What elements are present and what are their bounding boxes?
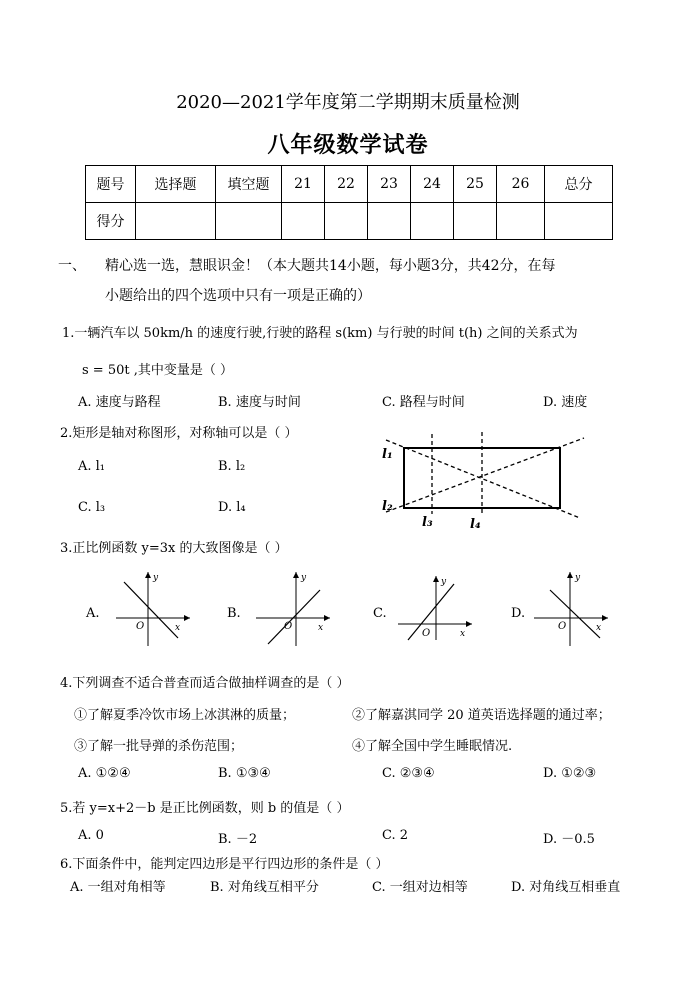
table-cell: 21 (282, 166, 325, 203)
label-l2: l₂ (382, 499, 393, 514)
q5-option-b[interactable]: B. －2 (218, 832, 258, 847)
exam-title: 2020—2021学年度第二学期期末质量检测 (176, 92, 520, 113)
q6-option-d[interactable]: D. 对角线互相垂直 (511, 880, 621, 895)
origin-label: O (558, 621, 567, 632)
q5-option-d[interactable]: D. －0.5 (543, 832, 595, 847)
q1-option-b[interactable]: B. 速度与时间 (218, 395, 301, 410)
q5-option-c[interactable]: C. 2 (382, 828, 409, 843)
graph-d[interactable] (530, 568, 612, 648)
score-input-cell[interactable] (216, 203, 282, 240)
q3-option-d[interactable]: D. (511, 606, 526, 621)
axis-y-label: y (153, 573, 159, 583)
table-cell: 选择题 (136, 166, 216, 203)
q2-option-a[interactable]: A. l₁ (78, 459, 106, 474)
label-l3: l₃ (422, 515, 433, 530)
question-5-stem: 5.若 y=x+2－b 是正比例函数，则 b 的值是（ ） (60, 801, 350, 816)
origin-label: O (284, 621, 293, 632)
q4-option-a[interactable]: A. ①②④ (78, 766, 131, 781)
table-cell: 总分 (545, 166, 613, 203)
rectangle-axes-figure (378, 428, 590, 532)
score-input-cell[interactable] (136, 203, 216, 240)
axis-y-label: y (441, 577, 447, 587)
origin-label: O (422, 628, 431, 639)
q1-option-a[interactable]: A. 速度与路程 (78, 395, 161, 410)
label-l4: l₄ (470, 517, 481, 532)
q6-option-c[interactable]: C. 一组对边相等 (372, 880, 468, 895)
table-cell: 填空题 (216, 166, 282, 203)
axis-y-label: y (575, 573, 581, 583)
q6-option-b[interactable]: B. 对角线互相平分 (210, 880, 319, 895)
question-1-stem-line2: s = 50t ,其中变量是（ ） (82, 363, 233, 378)
q5-option-a[interactable]: A. 0 (78, 828, 104, 843)
question-6-stem: 6.下面条件中，能判定四边形是平行四边形的条件是（ ） (60, 857, 389, 872)
q3-option-a[interactable]: A. (86, 606, 100, 621)
score-input-cell[interactable] (282, 203, 325, 240)
section-instructions-line2: 小题给出的四个选项中只有一项是正确的） (105, 288, 371, 304)
table-cell: 25 (454, 166, 497, 203)
q6-option-a[interactable]: A. 一组对角相等 (70, 880, 166, 895)
graph-a[interactable] (112, 568, 194, 648)
q2-option-b[interactable]: B. l₂ (218, 459, 246, 474)
q1-option-c[interactable]: C. 路程与时间 (382, 395, 465, 410)
graph-b[interactable] (252, 568, 334, 648)
axis-x-label: x (596, 623, 602, 633)
score-table (85, 165, 613, 240)
q4-item-4: ④了解全国中学生睡眠情况. (352, 739, 513, 754)
table-cell: 22 (325, 166, 368, 203)
section-instructions-line1: 精心选一选，慧眼识金！（本大题共14小题，每小题3分，共42分，在每 (105, 258, 556, 274)
q4-option-b[interactable]: B. ①③④ (218, 766, 271, 781)
table-cell: 题号 (86, 166, 136, 203)
score-table-header-row (86, 166, 613, 203)
q2-option-c[interactable]: C. l₃ (78, 500, 106, 515)
q1-option-d[interactable]: D. 速度 (543, 395, 588, 410)
q3-option-c[interactable]: C. (373, 606, 387, 621)
q4-item-3: ③了解一批导弹的杀伤范围； (74, 739, 244, 754)
label-l1: l₁ (382, 447, 393, 462)
score-input-cell[interactable] (545, 203, 613, 240)
score-input-cell[interactable] (325, 203, 368, 240)
q4-option-c[interactable]: C. ②③④ (382, 766, 435, 781)
question-2-stem: 2.矩形是轴对称图形，对称轴可以是（ ） (60, 426, 298, 441)
exam-subtitle: 八年级数学试卷 (267, 132, 429, 158)
table-cell: 26 (497, 166, 545, 203)
score-input-cell[interactable] (454, 203, 497, 240)
question-4-stem: 4.下列调查不适合普查而适合做抽样调查的是（ ） (60, 676, 350, 691)
line-l2 (386, 438, 584, 512)
question-3-stem: 3.正比例函数 y=3x 的大致图像是（ ） (60, 541, 288, 556)
graph-c[interactable] (394, 572, 476, 642)
q4-item-2: ②了解嘉淇同学 20 道英语选择题的通过率； (352, 708, 611, 723)
line-l1 (386, 440, 580, 518)
axis-x-label: x (460, 629, 466, 639)
table-cell: 得分 (86, 203, 136, 240)
q2-option-d[interactable]: D. l₄ (218, 500, 246, 515)
axis-x-label: x (175, 623, 181, 633)
q4-item-1: ①了解夏季冷饮市场上冰淇淋的质量； (74, 708, 296, 723)
score-input-cell[interactable] (368, 203, 411, 240)
score-table-score-row (86, 203, 613, 240)
section-number: 一、 (58, 258, 86, 274)
score-input-cell[interactable] (497, 203, 545, 240)
table-cell: 24 (411, 166, 454, 203)
q4-option-d[interactable]: D. ①②③ (543, 766, 597, 781)
origin-label: O (136, 621, 145, 632)
axis-x-label: x (318, 623, 324, 633)
q3-option-b[interactable]: B. (227, 606, 241, 621)
score-input-cell[interactable] (411, 203, 454, 240)
table-cell: 23 (368, 166, 411, 203)
axis-y-label: y (301, 573, 307, 583)
question-1-stem: 1.一辆汽车以 50km/h 的速度行驶,行驶的路程 s(km) 与行驶的时间 t(h) 之间的关系式为 (62, 326, 578, 341)
